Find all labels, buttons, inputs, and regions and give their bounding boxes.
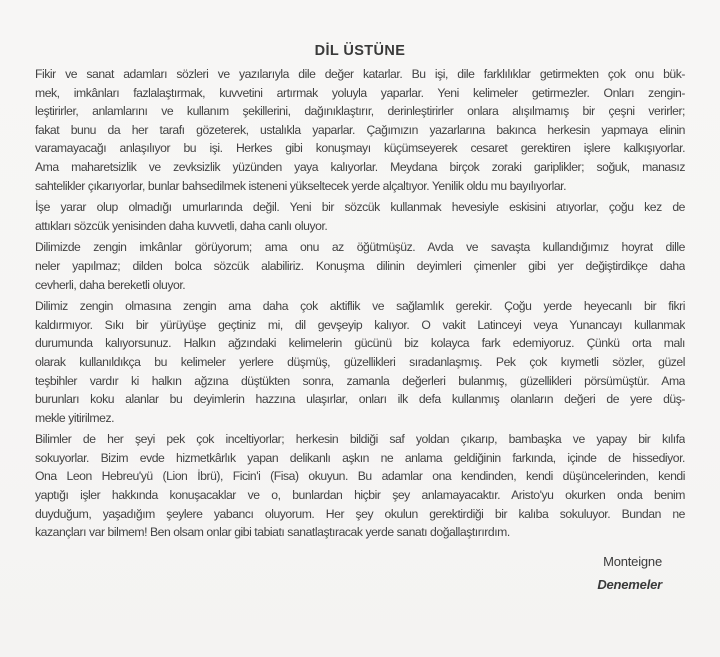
- text-line: Dilimizde zengin imkânlar görüyorum; ama onu az öğütmüşüz. Avda ve savaşta kullandığımız hoyrat dille: [35, 240, 685, 255]
- text-line: Bilimler de her şeyi pek çok inceltiyorlar; herkesin bildiği saf yoldan çıkarıp, bambaşka ve yapay bir kılıfa: [35, 432, 685, 447]
- paragraph: [35, 297, 685, 427]
- paragraph: [35, 238, 685, 294]
- text-line: mekle yitirilmez.: [35, 410, 115, 425]
- text-line: mek, imkânları fazlalaştırmak, kuvvetini artırmak yoluyla yaparlar. Yeni kelimeler getirmezler. Onları zengin-: [35, 85, 685, 100]
- text-line: kazançları var bilmem! Ben olsam onlar gibi tabiatı sanatlaştıracak yerde sanatı doğallaştırırdım.: [35, 525, 510, 540]
- document-title: DİL ÜSTÜNE: [314, 43, 406, 59]
- text-line: leştirirler, anlamlarını ve kullanım şekillerini, dağınıklaştırır, derinleştirirler onlara alışılmamış bir çeşni verirler;: [35, 104, 685, 119]
- text-line: sokuyorlar. Bizim evde hizmetkârlık yapan delikanlı aşkın ne anlama geldiğinin farkında, içinde de hissediyor.: [35, 450, 685, 465]
- text-line: Dilimiz zengin olmasına zengin ama daha çok aktiflik ve sağlamlık gerekir. Çoğu yerde heyecanlı bir fikri: [35, 299, 685, 314]
- text-line: Fikir ve sanat adamları sözleri ve yazılarıyla dile değer katarlar. Bu işi, dile farklılıklar getirmekten çok onu bük-: [35, 67, 685, 81]
- text-line: attıkları sözcük yenisinden daha kuvvetli, daha canlı oluyor.: [35, 218, 328, 233]
- document-body: [35, 65, 685, 542]
- paragraph: [35, 430, 685, 542]
- work-title: Denemeler: [597, 576, 662, 592]
- text-line: neler yapılmaz; dilden bolca sözcük alabiliriz. Konuşma dilinin deyimleri çimenler gibi yer değiştirdikçe daha: [35, 258, 685, 273]
- text-line: burunları koku alanlar bu deyimlerin hazzına ulaşırlar, onları ilk defa kullanmış olanların değeri de yere düş-: [35, 392, 685, 407]
- text-line: durumunda kalıyorsunuz. Halkın ağzındaki kelimelerin gücünü biz kolayca fark edemiyoruz. Çünkü orta malı: [35, 336, 685, 351]
- text-line: fakat bunu da her tarafı gözeterek, ustalıkla yaparlar. Çağımızın yazarlarına bakınca herkesin yapmaya elinin: [35, 122, 685, 137]
- text-line: Ona Leon Hebreu'yü (Lion İbrü), Ficin'i (Fisa) okuyun. Bu adamlar ona kendinden, kendi düşüncelerinden, kendi: [35, 469, 685, 484]
- text-line: İşe yarar olup olmadığı umurlarında değil. Yeni bir sözcük kullanmak hevesiyle eskisini atıyorlar, çoğu kez de: [35, 200, 685, 215]
- text-line: kaldırmıyor. Sıkı bir yürüyüşe geçtiniz mi, dil gevşeyip kalıyor. O vakit Latinceyi veya Yunancayı kullanmak: [35, 317, 685, 332]
- text-line: olarak kullanıldıkça bu kelimeler yerlere düşmüş, güzellikleri sıradanlaşmış. Pek çok kıymetli sözler, güzel: [35, 354, 685, 369]
- text-line: sahtelikler çıkarıyorlar, bunlar bahsedilmek isteneni yükseltecek yerde alçaltıyor. Yenilik oldu mu bayılıyorlar.: [35, 178, 567, 193]
- text-line: yaptığı işler hakkında konuşacaklar ve o, bunlardan hiçbir şey anlamayacaktır. Aristo'yu okurken onda benim: [35, 488, 685, 503]
- attribution: [0, 550, 662, 596]
- paragraph: [35, 198, 685, 235]
- text-line: cevherli, daha bereketli oluyor.: [35, 277, 186, 292]
- author-name: Monteigne: [603, 553, 662, 569]
- text-line: duyduğum, yaşadığım şeylere yabancı oluyorum. Her şey okulun gerektirdiği bir kalıba sokuluyor. Bundan ne: [35, 506, 685, 521]
- paragraph: [35, 65, 685, 195]
- text-line: varamayacağı anlaşılıyor bu işi. Herkes gibi konuşmayı küçümseyerek cesaret gerektiren işlere kalkışıyorlar.: [35, 141, 685, 156]
- text-line: teşbihler vardır ki halkın ağzına düştükten sonra, zamanla değerleri bulanmış, güzellikleri pörsümüştür. Ama: [35, 373, 685, 388]
- text-line: Ama maharetsizlik ve zevksizlik yüzünden yaya kalıyorlar. Meydana birçok zoraki gariplikler; soğuk, manasız: [35, 159, 685, 174]
